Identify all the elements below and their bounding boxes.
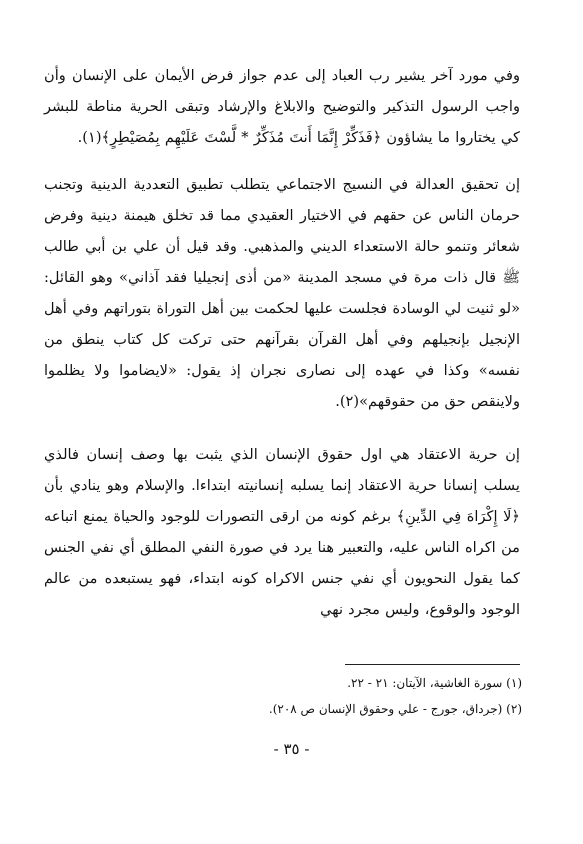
paragraph-1: وفي مورد آخر يشير رب العباد إلى عدم جواز فرض الأيمان على الإنسان وأن واجب الرسول التذكير والتوضيح والابلاغ والإرشاد وتبقى الحرية مناطة للبشر كي يختاروا ما يشاؤون ﴿فَذَكِّرْ إِنَّمَا أَنتَ مُذَكِّرٌ * لَّسْتَ عَلَيْهِم بِمُصَيْطِرٍ﴾(١). (44, 67, 520, 146)
paragraph-2: إن تحقيق العدالة في النسيج الاجتماعي يتطلب تطبيق التعددية الدينية وتجنب حرمان الناس عن حقهم في الاختيار العقيدي مما قد تخلق هيمنة دينية وفرض شعائر وتنمو حالة الاستعداء الديني والمذهبي. وقد قيل أن علي بن أبي طالب ﷺ قال ذات مرة في مسجد المدينة «من أذى إنجيليا فقد آذاني» وهو القائل: «لو ثنيت لي الوسادة فجلست عليها لحكمت بين أهل التوراة بتوراتهم وفي أهل الإنجيل بإنجيلهم وفي أهل القرآن بقرآنهم حتى تركت كل كتاب ينطق من نفسه» وكذا في عهده إلى نصارى نجران إذ يقول: «لايضاموا ولا يظلموا ولاينقص حق من حقوقهم»(٢). (44, 176, 520, 410)
paragraph-3: إن حرية الاعتقاد هي اول حقوق الإنسان الذي يثبت بها وصف إنسان فالذي يسلب إنسانا حرية الاعتقاد إنما يسلبه إنسانيته ابتداءا. والإسلام وهو ينادي بأن ﴿لَا إِكْرَاهَ فِي الدِّينِ﴾ برغم كونه من ارقى التصورات للوجود والحياة يمنع اتباعه من اكراه الناس عليه، والتعبير هنا يرد في صورة النفي المطلق أي نفي الجنس كما يقول النحويون أي نفي جنس الاكراه كونه ابتداء، فهو يستبعده من عالم الوجود والوقوع، وليس مجرد نهي (44, 446, 520, 618)
footnote-separator (345, 664, 520, 665)
page-body (44, 60, 520, 641)
page-number: - ٣٥ - (273, 740, 310, 758)
footnotes (44, 670, 522, 722)
footnote-2: (٢) (جرداق، جورج - علي وحقوق الإنسان ص ٢٠٨). (268, 702, 522, 716)
footnote-1: (١) سورة الغاشية، الآيتان: ٢١ - ٢٢. (347, 676, 522, 690)
